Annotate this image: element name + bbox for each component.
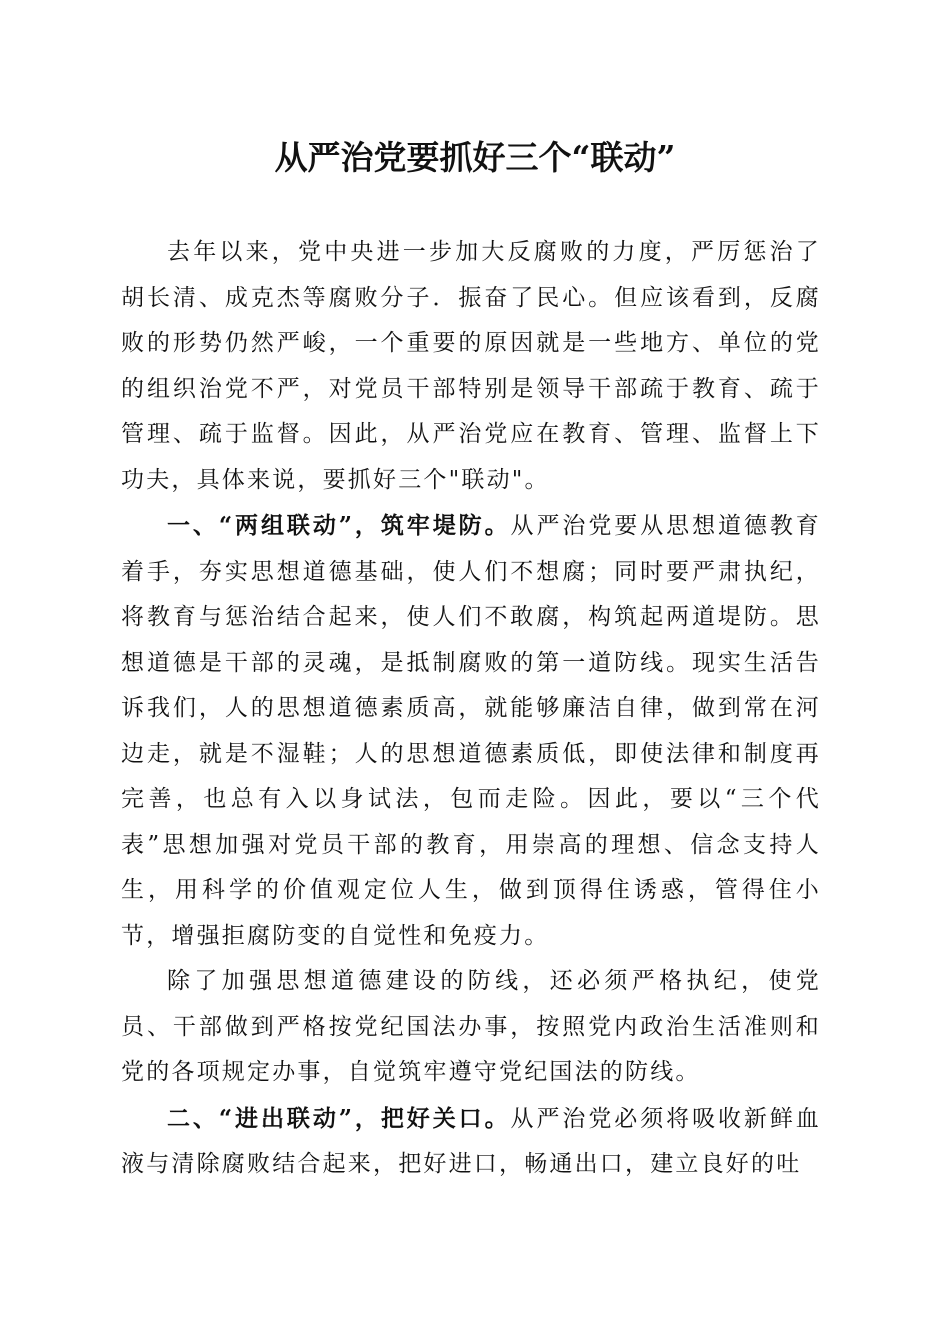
paragraph-discipline	[121, 959, 821, 1096]
document-title: 从严治党要抓好三个“联动”	[274, 138, 676, 177]
paragraph-text: 除了加强思想道德建设的防线，还必须严格执纪，使党员、干部做到严格按党纪国法办事，按照党内政治生活准则和党的各项规定办事，自觉筑牢遵守党纪国法的防线。	[121, 968, 821, 1085]
paragraph-text: 从严治党要从思想道德教育着手，夯实思想道德基础，使人们不想腐；同时要严肃执纪，将教育与惩治结合起来，使人们不敢腐，构筑起两道堤防。思想道德是干部的灵魂，是抵制腐败的第一道防线。现实生活告诉我们，人的思想道德素质高，就能够廉洁自律，做到常在河边走，就是不湿鞋；人的思想道德素质低，即使法律和制度再完善，也总有入以身试法，包而走险。因此，要以“三个代表”思想加强对党员干部的教育，用崇高的理想、信念支持人生，用科学的价值观定位人生，做到顶得住诱惑，管得住小节，增强拒腐防变的自觉性和免疫力。	[121, 513, 821, 949]
document-body	[121, 230, 821, 1188]
paragraph-intro	[121, 230, 821, 503]
paragraph-section-two	[121, 1096, 821, 1188]
paragraph-text: 从严治党必须将吸收新鲜血液与清除腐败结合起来，把好进口，畅通出口，建立良好的吐	[121, 1105, 821, 1177]
section-heading: 二、“进出联动”，把好关口。	[167, 1104, 511, 1132]
paragraph-text: 去年以来，党中央进一步加大反腐败的力度，严厉惩治了胡长清、成克杰等腐败分子．振奋了民心。但应该看到，反腐败的形势仍然严峻，一个重要的原因就是一些地方、单位的党的组织治党不严，对党员干部特别是领导干部疏于教育、疏于管理、疏于监督。因此，从严治党应在教育、管理、监督上下功夫，具体来说，要抓好三个"联动"。	[121, 239, 821, 493]
section-heading: 一、“两组联动”，筑牢堤防。	[167, 512, 511, 539]
paragraph-section-one	[121, 503, 821, 959]
